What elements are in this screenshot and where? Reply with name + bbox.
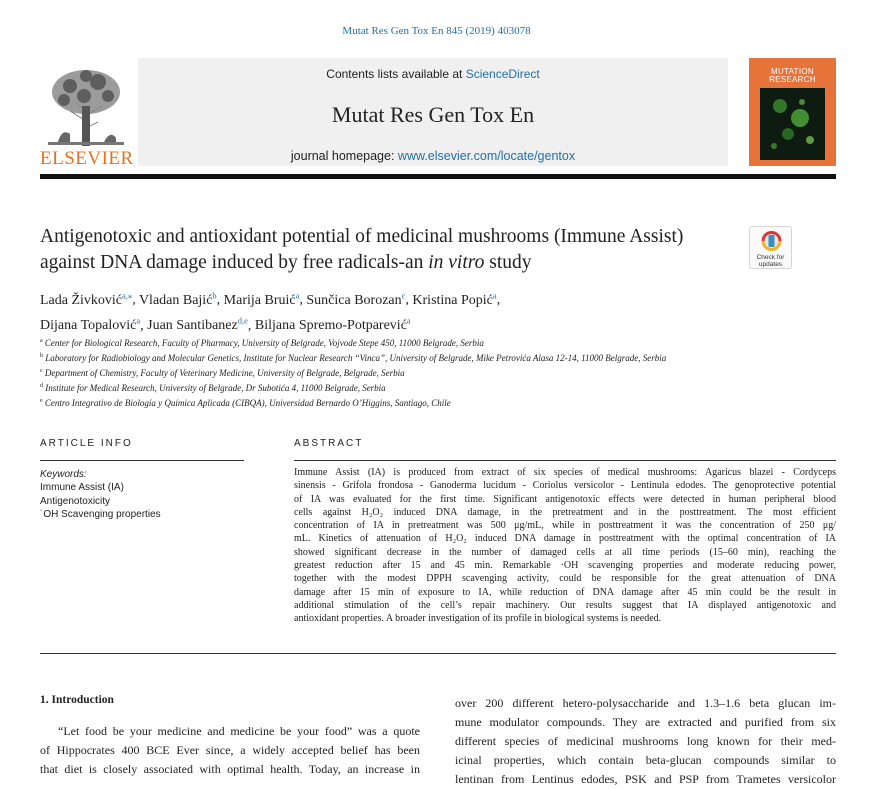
introduction-heading: 1. Introduction	[40, 694, 114, 706]
cover-micrograph	[760, 88, 825, 160]
author-affiliation-marker[interactable]: c	[401, 290, 406, 300]
affiliation-text: Institute for Medical Research, University of Belgrade, Dr Subotića 4, 11000 Belgrade, Serbia	[45, 383, 386, 393]
contents-prefix: Contents lists available at	[326, 67, 466, 81]
author-item[interactable]	[40, 290, 133, 308]
sciencedirect-link[interactable]: ScienceDirect	[465, 67, 540, 81]
affiliation-text: Department of Chemistry, Faculty of Veterinary Medicine, University of Belgrade, Belgrade, Serbia	[44, 368, 405, 378]
affiliation-key: e	[40, 398, 43, 404]
crossmark-label-line-1: Check for	[756, 254, 785, 261]
abstract-line: of IA was evaluated for the first time. Significant antigenotoxic effects were detected in human peripheral blood	[294, 493, 836, 505]
affiliation-text: Laboratory for Radiobiology and Molecular Genetics, Institute for Nuclear Research “Vinca”, University of Belgrade, Mike Petrovića Alasa 12-14, 11000 Belgrade, Serbia	[45, 353, 667, 363]
body-line: “Let food be your medicine and medicine be your food” was a quote	[58, 724, 420, 738]
body-column-right	[455, 694, 836, 789]
author-name: Marija Bruić	[223, 292, 296, 308]
author-list	[40, 285, 840, 336]
cover-title	[749, 68, 836, 84]
elsevier-wordmark: ELSEVIER	[40, 148, 134, 169]
keywords-label: Keywords:	[40, 469, 87, 480]
journal-name: Mutat Res Gen Tox En	[331, 102, 535, 127]
body-line: over 200 different hetero-polysaccharide and 1.3–1.6 beta glucan im-	[455, 696, 836, 710]
crossmark-icon	[750, 227, 793, 254]
keyword-item: ˙OH Scavenging properties	[40, 508, 161, 520]
affiliation-item	[40, 395, 840, 410]
elsevier-tree-icon	[40, 66, 132, 148]
title-part-2: study	[484, 252, 532, 273]
author-name: Dijana Topalović	[40, 318, 137, 334]
affiliation-key: a	[40, 338, 43, 344]
author-item[interactable]	[138, 290, 217, 308]
body-column-left	[40, 722, 420, 779]
author-name: Sunčica Borozan	[306, 292, 402, 308]
abstract-line: sinensis - Grifola frondosa - Ganoderma lucidum - Coriolus versicolor - Lentinula edodes. The genoprotective potential	[294, 480, 836, 492]
affiliation-item	[40, 350, 840, 365]
affiliation-key: b	[40, 353, 43, 359]
abstract-line: greatest reduction after 15 and 45 min. Remarkable ·OH scavenging properties and moderate reducing power,	[294, 560, 836, 572]
author-name: Vladan Bajić	[138, 292, 213, 308]
article-info-rule	[40, 460, 244, 461]
banner-divider	[40, 174, 836, 179]
author-separator: ,	[405, 292, 413, 308]
abstract-line: concentration of IA in pretreatment was 500 μg/mL, while in posttreatment it was the concentration of 250 μg/	[294, 520, 836, 532]
abstract-line: damage after 15 min of exposure to IA, while reduction of DNA damage after 45 min could be the result in	[294, 586, 836, 598]
body-line: lentinan from Lentinus edodes, PSK and PSP from Trametes versicolor	[455, 772, 836, 786]
author-affiliation-marker[interactable]: a	[295, 290, 300, 300]
body-line: that diet is closely associated with optimal health. Today, an increase in	[40, 762, 420, 776]
keyword-item: Antigenotoxicity	[40, 495, 111, 507]
article-title	[40, 224, 740, 276]
homepage-prefix: journal homepage:	[290, 149, 398, 163]
journal-homepage-link[interactable]: www.elsevier.com/locate/gentox	[397, 149, 576, 163]
abstract-bottom-rule	[40, 653, 836, 654]
article-info-heading: ARTICLE INFO	[40, 438, 133, 449]
author-item[interactable]	[306, 290, 406, 308]
abstract-line: antioxidant properties. A broader investigation of its profile in biological systems is needed.	[294, 613, 662, 625]
author-item[interactable]	[147, 315, 248, 334]
author-affiliation-marker[interactable]: b	[212, 290, 217, 300]
abstract-heading: ABSTRACT	[294, 438, 364, 449]
title-italic: in vitro	[428, 252, 485, 273]
author-affiliation-marker[interactable]: a	[406, 315, 411, 326]
affiliation-item	[40, 335, 840, 350]
author-affiliation-marker[interactable]: a	[492, 290, 497, 300]
abstract-line: additional stimulation of the cell’s repair machinery. Our results suggest that IA displayed antigenotoxic and	[294, 599, 836, 611]
affiliation-key: c	[40, 368, 43, 374]
crossmark-label-line-2: updates	[758, 261, 783, 268]
body-line: different species of medicinal mushrooms long known for their med-	[455, 734, 836, 748]
title-part-1: Antigenotoxic and antioxidant potential of medicinal mushrooms (Immune Assist) against DNA damage induced by free radicals-an	[40, 226, 684, 273]
author-name: Kristina Popić	[412, 292, 493, 308]
author-separator: ,	[140, 318, 148, 334]
author-item[interactable]	[40, 315, 141, 334]
journal-citation-link[interactable]: Mutat Res Gen Tox En 845 (2019) 403078	[342, 25, 531, 37]
author-affiliation-marker[interactable]: a,⁎	[122, 290, 133, 300]
affiliation-item	[40, 380, 840, 395]
elsevier-logo[interactable]	[40, 66, 132, 170]
affiliation-text: Centro Integrativo de Biología y Química Aplicada (CIBQA), Universidad Bernardo O’Higgins, Santiago, Chile	[44, 398, 451, 408]
abstract-rule	[294, 460, 836, 461]
abstract-line: Immune Assist (IA) is produced from extract of six species of medical mushrooms: Agaricus blazei - Cordyceps	[294, 467, 836, 478]
body-line: icinal properties, which contain beta-glucan compounds similar to	[455, 753, 836, 767]
body-line: mune modulator compounds. They are extracted and purified from six	[455, 715, 836, 729]
abstract-line: mL. Kinetics of attenuation of H₂O₂ induced DNA damage in posttreatment with the optimal concentration of IA	[294, 533, 836, 545]
author-name: Biljana Spremo-Potparević	[254, 318, 407, 334]
author-affiliation-marker[interactable]: a	[136, 315, 141, 326]
keywords-block	[40, 468, 250, 521]
author-separator: ,	[132, 292, 139, 308]
journal-banner	[40, 58, 836, 176]
abstract-body	[294, 466, 836, 626]
cover-title-line-2: RESEARCH	[769, 75, 816, 84]
author-affiliation-marker[interactable]: d,e	[237, 315, 248, 326]
author-name: Juan Santibanez	[147, 318, 238, 334]
contents-available-line	[138, 67, 728, 81]
cover-title-line-1: MUTATION	[771, 67, 814, 76]
author-separator: ,	[496, 292, 501, 308]
journal-homepage-line	[138, 149, 728, 163]
author-item[interactable]	[254, 315, 411, 334]
author-separator: ,	[247, 318, 255, 334]
author-separator: ,	[299, 292, 307, 308]
affiliation-key: d	[40, 383, 43, 389]
body-line: of Hippocrates 400 BCE Ever since, a widely accepted belief has been	[40, 743, 420, 757]
abstract-line: showed significant decrease in the number of damaged cells at all time periods (15–60 min), reaching the	[294, 546, 836, 558]
affiliation-list	[40, 335, 840, 410]
affiliation-text: Center for Biological Research, Faculty of Pharmacy, University of Belgrade, Vojvode Stepe 450, 11000 Belgrade, Serbia	[44, 338, 484, 348]
check-for-updates-label	[750, 254, 791, 268]
author-item[interactable]	[412, 290, 497, 308]
author-item[interactable]	[223, 290, 300, 308]
author-name: Lada Živković	[40, 292, 123, 308]
abstract-line: together with the modest DPPH scavenging activity, could be responsible for the great attenuation of DNA	[294, 573, 836, 585]
keyword-item: Immune Assist (IA)	[40, 482, 124, 494]
check-for-updates-button[interactable]	[749, 226, 792, 269]
affiliation-item	[40, 365, 840, 380]
banner-center	[138, 58, 728, 166]
abstract-line: cells against H₂O₂ induced DNA damage, in the pretreatment and in the posttreatment. The most efficient	[294, 506, 836, 518]
journal-cover-image[interactable]	[749, 58, 836, 166]
author-separator: ,	[216, 292, 224, 308]
